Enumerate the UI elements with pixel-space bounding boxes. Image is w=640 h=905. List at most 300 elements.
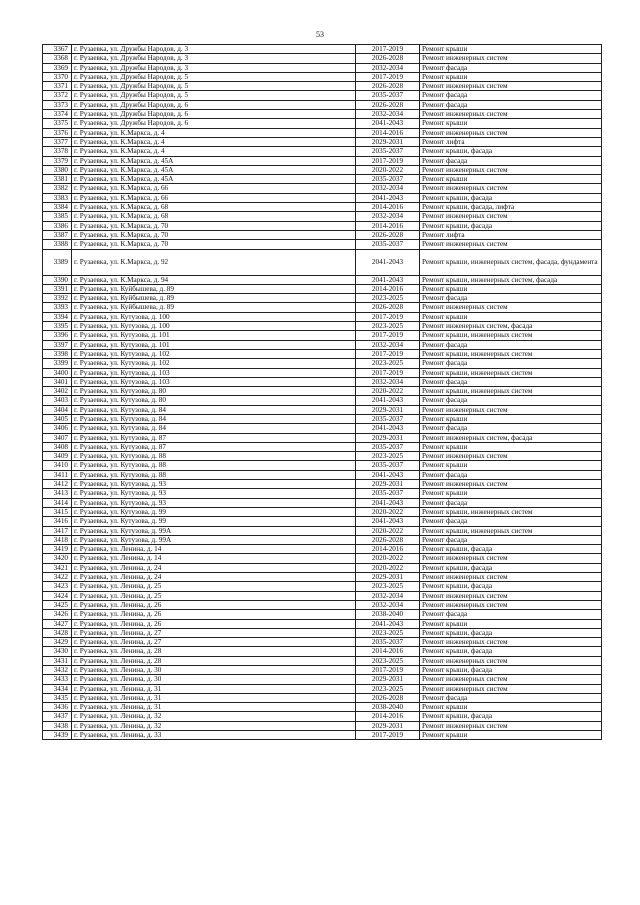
row-number: 3375: [43, 119, 72, 128]
table-row: [43, 619, 602, 628]
works-cell: Ремонт крыши, фасада: [420, 712, 602, 721]
period-cell: 2032-2034: [356, 212, 420, 221]
address-cell: г. Рузаевка, ул. Ленина, д. 28: [72, 647, 356, 656]
period-cell: 2041-2043: [356, 619, 420, 628]
address-cell: г. Рузаевка, ул. Кутузова, д. 88: [72, 470, 356, 479]
period-cell: 2023-2025: [356, 294, 420, 303]
table-row: [43, 175, 602, 184]
period-cell: 2023-2025: [356, 322, 420, 331]
table-row: [43, 212, 602, 221]
table-row: [43, 433, 602, 442]
row-number: 3405: [43, 414, 72, 423]
address-cell: г. Рузаевка, ул. К.Маркса, д. 94: [72, 275, 356, 284]
period-cell: 2026-2028: [356, 693, 420, 702]
works-cell: Ремонт фасада: [420, 517, 602, 526]
works-cell: Ремонт крыши, инженерных систем: [420, 349, 602, 358]
works-cell: Ремонт фасада: [420, 377, 602, 386]
address-cell: г. Рузаевка, ул. Ленина, д. 31: [72, 703, 356, 712]
address-cell: г. Рузаевка, ул. Ленина, д. 28: [72, 656, 356, 665]
works-cell: Ремонт крыши, фасада: [420, 666, 602, 675]
period-cell: 2026-2028: [356, 303, 420, 312]
works-cell: Ремонт фасада: [420, 100, 602, 109]
period-cell: 2041-2043: [356, 470, 420, 479]
row-number: 3367: [43, 45, 72, 54]
row-number: 3401: [43, 377, 72, 386]
period-cell: 2035-2037: [356, 442, 420, 451]
period-cell: 2032-2034: [356, 600, 420, 609]
row-number: 3398: [43, 349, 72, 358]
works-cell: Ремонт инженерных систем: [420, 240, 602, 249]
table-row: [43, 45, 602, 54]
address-cell: г. Рузаевка, ул. Ленина, д. 24: [72, 563, 356, 572]
row-number: 3377: [43, 137, 72, 146]
period-cell: 2014-2016: [356, 545, 420, 554]
row-number: 3388: [43, 240, 72, 249]
row-number: 3369: [43, 63, 72, 72]
table-row: [43, 535, 602, 544]
address-cell: г. Рузаевка, ул. Кутузова, д. 84: [72, 424, 356, 433]
works-cell: Ремонт крыши, инженерных систем: [420, 368, 602, 377]
table-row: [43, 230, 602, 239]
works-cell: Ремонт инженерных систем: [420, 573, 602, 582]
works-cell: Ремонт лифта: [420, 137, 602, 146]
table-row: [43, 221, 602, 230]
period-cell: 2023-2025: [356, 684, 420, 693]
period-cell: 2029-2031: [356, 433, 420, 442]
row-number: 3420: [43, 554, 72, 563]
period-cell: 2023-2025: [356, 452, 420, 461]
period-cell: 2032-2034: [356, 63, 420, 72]
works-cell: Ремонт инженерных систем: [420, 600, 602, 609]
row-number: 3404: [43, 405, 72, 414]
row-number: 3417: [43, 526, 72, 535]
row-number: 3392: [43, 294, 72, 303]
table-row: [43, 359, 602, 368]
address-cell: г. Рузаевка, ул. Куйбышева, д. 89: [72, 284, 356, 293]
table-row: [43, 54, 602, 63]
period-cell: 2029-2031: [356, 721, 420, 730]
works-cell: Ремонт инженерных систем: [420, 721, 602, 730]
row-number: 3436: [43, 703, 72, 712]
period-cell: 2041-2043: [356, 396, 420, 405]
table-row: [43, 387, 602, 396]
works-cell: Ремонт инженерных систем: [420, 638, 602, 647]
address-cell: г. Рузаевка, ул. Кутузова, д. 100: [72, 312, 356, 321]
row-number: 3371: [43, 82, 72, 91]
address-cell: г. Рузаевка, ул. Дружбы Народов, д. 6: [72, 119, 356, 128]
period-cell: 2023-2025: [356, 582, 420, 591]
address-cell: г. Рузаевка, ул. Куйбышева, д. 89: [72, 294, 356, 303]
row-number: 3372: [43, 91, 72, 100]
works-cell: Ремонт фасада: [420, 535, 602, 544]
table-row: [43, 693, 602, 702]
period-cell: 2017-2019: [356, 368, 420, 377]
address-cell: г. Рузаевка, ул. К.Маркса, д. 68: [72, 212, 356, 221]
table-row: [43, 573, 602, 582]
address-cell: г. Рузаевка, ул. Кутузова, д. 103: [72, 368, 356, 377]
works-cell: Ремонт крыши: [420, 442, 602, 451]
table-row: [43, 414, 602, 423]
row-number: 3391: [43, 284, 72, 293]
table-row: [43, 517, 602, 526]
address-cell: г. Рузаевка, ул. Кутузова, д. 88: [72, 461, 356, 470]
period-cell: 2023-2025: [356, 359, 420, 368]
address-cell: г. Рузаевка, ул. Дружбы Народов, д. 3: [72, 54, 356, 63]
row-number: 3418: [43, 535, 72, 544]
works-cell: Ремонт инженерных систем: [420, 303, 602, 312]
period-cell: 2017-2019: [356, 45, 420, 54]
row-number: 3415: [43, 507, 72, 516]
table-row: [43, 638, 602, 647]
works-cell: Ремонт инженерных систем: [420, 128, 602, 137]
table-row: [43, 91, 602, 100]
address-cell: г. Рузаевка, ул. Ленина, д. 32: [72, 721, 356, 730]
row-number: 3439: [43, 731, 72, 740]
table-row: [43, 600, 602, 609]
row-number: 3430: [43, 647, 72, 656]
row-number: 3380: [43, 165, 72, 174]
table-row: [43, 368, 602, 377]
row-number: 3429: [43, 638, 72, 647]
address-cell: г. Рузаевка, ул. Дружбы Народов, д. 5: [72, 91, 356, 100]
repair-schedule-table: [42, 44, 602, 740]
row-number: 3379: [43, 156, 72, 165]
period-cell: 2041-2043: [356, 193, 420, 202]
address-cell: г. Рузаевка, ул. Кутузова, д. 80: [72, 387, 356, 396]
table-row: [43, 470, 602, 479]
row-number: 3395: [43, 322, 72, 331]
address-cell: г. Рузаевка, ул. К.Маркса, д. 4: [72, 147, 356, 156]
period-cell: 2038-2040: [356, 703, 420, 712]
row-number: 3410: [43, 461, 72, 470]
period-cell: 2023-2025: [356, 628, 420, 637]
address-cell: г. Рузаевка, ул. Ленина, д. 33: [72, 731, 356, 740]
table-body: [43, 45, 602, 740]
period-cell: 2026-2028: [356, 82, 420, 91]
works-cell: Ремонт крыши, фасада: [420, 221, 602, 230]
period-cell: 2020-2022: [356, 507, 420, 516]
row-number: 3374: [43, 110, 72, 119]
address-cell: г. Рузаевка, ул. Ленина, д. 31: [72, 693, 356, 702]
table-row: [43, 137, 602, 146]
period-cell: 2035-2037: [356, 91, 420, 100]
period-cell: 2035-2037: [356, 461, 420, 470]
address-cell: г. Рузаевка, ул. Дружбы Народов, д. 3: [72, 45, 356, 54]
table-row: [43, 721, 602, 730]
table-row: [43, 675, 602, 684]
works-cell: Ремонт фасада: [420, 156, 602, 165]
table-row: [43, 331, 602, 340]
period-cell: 2020-2022: [356, 563, 420, 572]
address-cell: г. Рузаевка, ул. К.Маркса, д. 45А: [72, 175, 356, 184]
table-row: [43, 489, 602, 498]
works-cell: Ремонт фасада: [420, 294, 602, 303]
works-cell: Ремонт крыши: [420, 731, 602, 740]
address-cell: г. Рузаевка, ул. Дружбы Народов, д. 3: [72, 63, 356, 72]
table-row: [43, 507, 602, 516]
address-cell: г. Рузаевка, ул. Дружбы Народов, д. 5: [72, 82, 356, 91]
row-number: 3394: [43, 312, 72, 321]
period-cell: 2026-2028: [356, 54, 420, 63]
works-cell: Ремонт фасада: [420, 396, 602, 405]
address-cell: г. Рузаевка, ул. К.Маркса, д. 68: [72, 203, 356, 212]
row-number: 3435: [43, 693, 72, 702]
address-cell: г. Рузаевка, ул. Ленина, д. 30: [72, 675, 356, 684]
works-cell: Ремонт крыши: [420, 72, 602, 81]
period-cell: 2035-2037: [356, 240, 420, 249]
address-cell: г. Рузаевка, ул. Кутузова, д. 101: [72, 331, 356, 340]
row-number: 3397: [43, 340, 72, 349]
table-row: [43, 498, 602, 507]
works-cell: Ремонт крыши: [420, 703, 602, 712]
works-cell: Ремонт инженерных систем: [420, 591, 602, 600]
address-cell: г. Рузаевка, ул. Кутузова, д. 99: [72, 517, 356, 526]
works-cell: Ремонт инженерных систем: [420, 165, 602, 174]
works-cell: Ремонт крыши, инженерных систем: [420, 507, 602, 516]
address-cell: г. Рузаевка, ул. Кутузова, д. 87: [72, 442, 356, 451]
address-cell: г. Рузаевка, ул. Кутузова, д. 101: [72, 340, 356, 349]
period-cell: 2035-2037: [356, 489, 420, 498]
row-number: 3424: [43, 591, 72, 600]
works-cell: Ремонт крыши: [420, 461, 602, 470]
address-cell: г. Рузаевка, ул. К.Маркса, д. 4: [72, 137, 356, 146]
works-cell: Ремонт крыши: [420, 414, 602, 423]
works-cell: Ремонт крыши, инженерных систем, фасада, фундамента: [420, 249, 602, 275]
works-cell: Ремонт инженерных систем: [420, 452, 602, 461]
works-cell: Ремонт инженерных систем: [420, 110, 602, 119]
table-row: [43, 731, 602, 740]
address-cell: г. Рузаевка, ул. Ленина, д. 26: [72, 610, 356, 619]
address-cell: г. Рузаевка, ул. Дружбы Народов, д. 5: [72, 72, 356, 81]
row-number: 3427: [43, 619, 72, 628]
works-cell: Ремонт инженерных систем: [420, 54, 602, 63]
address-cell: г. Рузаевка, ул. Ленина, д. 25: [72, 582, 356, 591]
works-cell: Ремонт крыши, инженерных систем: [420, 331, 602, 340]
address-cell: г. Рузаевка, ул. Ленина, д. 25: [72, 591, 356, 600]
row-number: 3389: [43, 249, 72, 275]
table-row: [43, 275, 602, 284]
table-row: [43, 554, 602, 563]
table-row: [43, 461, 602, 470]
period-cell: 2020-2022: [356, 526, 420, 535]
table-row: [43, 526, 602, 535]
address-cell: г. Рузаевка, ул. Ленина, д. 30: [72, 666, 356, 675]
table-row: [43, 442, 602, 451]
row-number: 3376: [43, 128, 72, 137]
address-cell: г. Рузаевка, ул. Ленина, д. 27: [72, 638, 356, 647]
row-number: 3412: [43, 480, 72, 489]
row-number: 3407: [43, 433, 72, 442]
address-cell: г. Рузаевка, ул. Ленина, д. 32: [72, 712, 356, 721]
address-cell: г. Рузаевка, ул. Кутузова, д. 102: [72, 359, 356, 368]
row-number: 3399: [43, 359, 72, 368]
address-cell: г. Рузаевка, ул. Кутузова, д. 93: [72, 480, 356, 489]
address-cell: г. Рузаевка, ул. Дружбы Народов, д. 6: [72, 110, 356, 119]
table-row: [43, 610, 602, 619]
address-cell: г. Рузаевка, ул. Ленина, д. 24: [72, 573, 356, 582]
works-cell: Ремонт крыши, фасада: [420, 647, 602, 656]
period-cell: 2032-2034: [356, 184, 420, 193]
works-cell: Ремонт крыши, фасада: [420, 628, 602, 637]
works-cell: Ремонт инженерных систем: [420, 675, 602, 684]
address-cell: г. Рузаевка, ул. Ленина, д. 26: [72, 600, 356, 609]
address-cell: г. Рузаевка, ул. Кутузова, д. 99А: [72, 526, 356, 535]
row-number: 3421: [43, 563, 72, 572]
row-number: 3373: [43, 100, 72, 109]
period-cell: 2017-2019: [356, 349, 420, 358]
address-cell: г. Рузаевка, ул. Ленина, д. 14: [72, 554, 356, 563]
row-number: 3393: [43, 303, 72, 312]
table-row: [43, 545, 602, 554]
works-cell: Ремонт фасада: [420, 91, 602, 100]
address-cell: г. Рузаевка, ул. К.Маркса, д. 92: [72, 249, 356, 275]
period-cell: 2032-2034: [356, 340, 420, 349]
table-row: [43, 712, 602, 721]
works-cell: Ремонт крыши, фасада: [420, 563, 602, 572]
address-cell: г. Рузаевка, ул. Кутузова, д. 99: [72, 507, 356, 516]
works-cell: Ремонт крыши: [420, 489, 602, 498]
table-row: [43, 128, 602, 137]
page-number: 53: [316, 30, 324, 39]
address-cell: г. Рузаевка, ул. Ленина, д. 31: [72, 684, 356, 693]
period-cell: 2029-2031: [356, 137, 420, 146]
works-cell: Ремонт лифта: [420, 230, 602, 239]
address-cell: г. Рузаевка, ул. К.Маркса, д. 66: [72, 184, 356, 193]
address-cell: г. Рузаевка, ул. Ленина, д. 27: [72, 628, 356, 637]
period-cell: 2041-2043: [356, 498, 420, 507]
table-row: [43, 563, 602, 572]
address-cell: г. Рузаевка, ул. Кутузова, д. 102: [72, 349, 356, 358]
table-row: [43, 647, 602, 656]
row-number: 3426: [43, 610, 72, 619]
row-number: 3370: [43, 72, 72, 81]
works-cell: Ремонт крыши: [420, 175, 602, 184]
address-cell: г. Рузаевка, ул. Кутузова, д. 93: [72, 489, 356, 498]
period-cell: 2017-2019: [356, 331, 420, 340]
table-row: [43, 110, 602, 119]
table-row: [43, 340, 602, 349]
address-cell: г. Рузаевка, ул. К.Маркса, д. 45А: [72, 156, 356, 165]
address-cell: г. Рузаевка, ул. Ленина, д. 26: [72, 619, 356, 628]
period-cell: 2026-2028: [356, 230, 420, 239]
works-cell: Ремонт инженерных систем: [420, 684, 602, 693]
table-row: [43, 452, 602, 461]
address-cell: г. Рузаевка, ул. Кутузова, д. 93: [72, 498, 356, 507]
period-cell: 2026-2028: [356, 535, 420, 544]
row-number: 3368: [43, 54, 72, 63]
row-number: 3437: [43, 712, 72, 721]
period-cell: 2032-2034: [356, 377, 420, 386]
period-cell: 2029-2031: [356, 675, 420, 684]
period-cell: 2035-2037: [356, 147, 420, 156]
period-cell: 2041-2043: [356, 424, 420, 433]
table-row: [43, 193, 602, 202]
address-cell: г. Рузаевка, ул. К.Маркса, д. 70: [72, 240, 356, 249]
period-cell: 2014-2016: [356, 221, 420, 230]
period-cell: 2038-2040: [356, 610, 420, 619]
row-number: 3406: [43, 424, 72, 433]
row-number: 3416: [43, 517, 72, 526]
row-number: 3422: [43, 573, 72, 582]
address-cell: г. Рузаевка, ул. Кутузова, д. 88: [72, 452, 356, 461]
address-cell: г. Рузаевка, ул. Кутузова, д. 100: [72, 322, 356, 331]
table-row: [43, 666, 602, 675]
row-number: 3385: [43, 212, 72, 221]
table-row: [43, 405, 602, 414]
table-row: [43, 377, 602, 386]
row-number: 3402: [43, 387, 72, 396]
row-number: 3432: [43, 666, 72, 675]
row-number: 3438: [43, 721, 72, 730]
period-cell: 2035-2037: [356, 175, 420, 184]
table-row: [43, 312, 602, 321]
address-cell: г. Рузаевка, ул. К.Маркса, д. 45А: [72, 165, 356, 174]
table-row: [43, 591, 602, 600]
table-row: [43, 165, 602, 174]
address-cell: г. Рузаевка, ул. Ленина, д. 14: [72, 545, 356, 554]
works-cell: Ремонт инженерных систем, фасада: [420, 433, 602, 442]
table-row: [43, 184, 602, 193]
works-cell: Ремонт крыши, фасада: [420, 582, 602, 591]
table-row: [43, 119, 602, 128]
row-number: 3411: [43, 470, 72, 479]
row-number: 3434: [43, 684, 72, 693]
works-cell: Ремонт инженерных систем: [420, 82, 602, 91]
address-cell: г. Рузаевка, ул. Кутузова, д. 84: [72, 405, 356, 414]
works-cell: Ремонт крыши: [420, 619, 602, 628]
table-row: [43, 349, 602, 358]
period-cell: 2020-2022: [356, 554, 420, 563]
period-cell: 2014-2016: [356, 284, 420, 293]
address-cell: г. Рузаевка, ул. К.Маркса, д. 70: [72, 221, 356, 230]
period-cell: 2017-2019: [356, 666, 420, 675]
table-row: [43, 284, 602, 293]
works-cell: Ремонт крыши, фасада: [420, 193, 602, 202]
table-row: [43, 628, 602, 637]
works-cell: Ремонт инженерных систем, фасада: [420, 322, 602, 331]
works-cell: Ремонт инженерных систем: [420, 480, 602, 489]
table-row: [43, 424, 602, 433]
period-cell: 2041-2043: [356, 119, 420, 128]
row-number: 3400: [43, 368, 72, 377]
period-cell: 2020-2022: [356, 165, 420, 174]
period-cell: 2020-2022: [356, 387, 420, 396]
address-cell: г. Рузаевка, ул. Дружбы Народов, д. 6: [72, 100, 356, 109]
row-number: 3384: [43, 203, 72, 212]
period-cell: 2017-2019: [356, 156, 420, 165]
table-row: [43, 156, 602, 165]
row-number: 3378: [43, 147, 72, 156]
address-cell: г. Рузаевка, ул. Кутузова, д. 103: [72, 377, 356, 386]
row-number: 3431: [43, 656, 72, 665]
period-cell: 2023-2025: [356, 656, 420, 665]
works-cell: Ремонт фасада: [420, 63, 602, 72]
row-number: 3413: [43, 489, 72, 498]
works-cell: Ремонт фасада: [420, 610, 602, 619]
row-number: 3419: [43, 545, 72, 554]
period-cell: 2041-2043: [356, 275, 420, 284]
works-cell: Ремонт фасада: [420, 693, 602, 702]
row-number: 3387: [43, 230, 72, 239]
table-row: [43, 396, 602, 405]
table-row: [43, 100, 602, 109]
period-cell: 2014-2016: [356, 647, 420, 656]
period-cell: 2041-2043: [356, 517, 420, 526]
row-number: 3409: [43, 452, 72, 461]
period-cell: 2029-2031: [356, 405, 420, 414]
period-cell: 2029-2031: [356, 573, 420, 582]
address-cell: г. Рузаевка, ул. К.Маркса, д. 70: [72, 230, 356, 239]
